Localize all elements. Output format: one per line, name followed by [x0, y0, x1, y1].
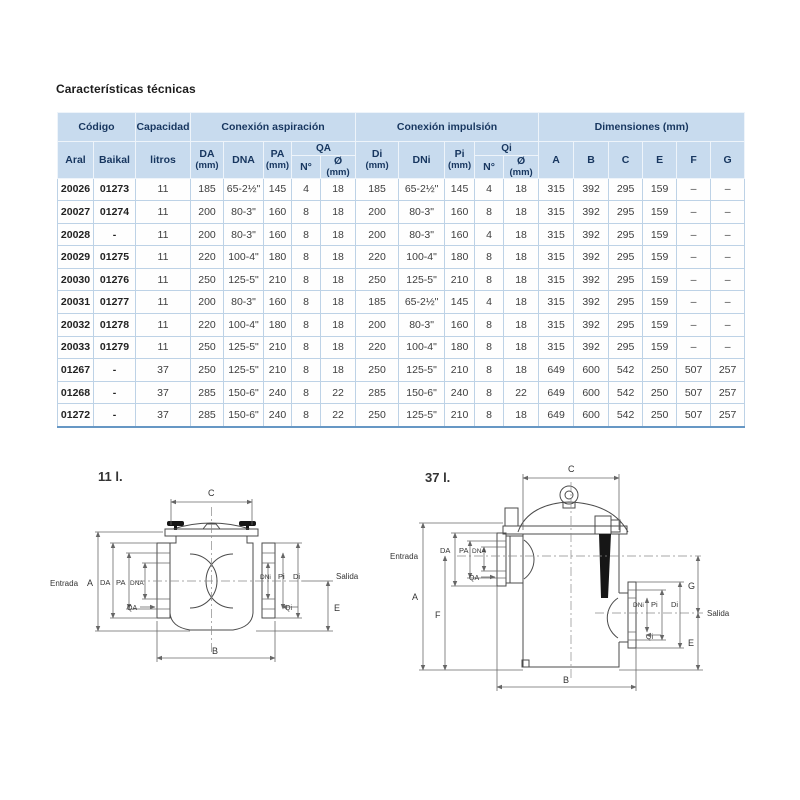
header-dna: DNA	[224, 142, 264, 179]
cell: 159	[643, 201, 677, 224]
cell: 295	[609, 223, 643, 246]
cell: 01272	[58, 404, 94, 427]
cell: 185	[356, 178, 399, 201]
header-qi-diam: Ø (mm)	[504, 156, 539, 179]
cell: 240	[445, 381, 475, 404]
header-qi: Qi	[475, 142, 539, 156]
cell: 210	[445, 404, 475, 427]
cell: 01273	[94, 178, 136, 201]
cell: 507	[677, 359, 711, 382]
cell: 8	[292, 404, 321, 427]
cell: 185	[356, 291, 399, 314]
cell: 542	[609, 359, 643, 382]
cell: 8	[475, 314, 504, 337]
cell: 649	[539, 359, 574, 382]
cell: 20030	[58, 268, 94, 291]
cell: 315	[539, 201, 574, 224]
cell: 8	[292, 246, 321, 269]
cell: 01276	[94, 268, 136, 291]
cell: 315	[539, 268, 574, 291]
dim-g-label: G	[688, 581, 696, 591]
cell: –	[711, 268, 745, 291]
cell: 392	[574, 246, 609, 269]
diagram-11l	[40, 455, 370, 690]
cell: 145	[445, 291, 475, 314]
cell: 295	[609, 178, 643, 201]
cell: 159	[643, 178, 677, 201]
cell: 80-3"	[399, 223, 445, 246]
cell: 180	[264, 314, 292, 337]
cell: 392	[574, 268, 609, 291]
cell: 125-5"	[399, 359, 445, 382]
dim-qi-label: Qi	[285, 605, 292, 612]
cell: –	[711, 314, 745, 337]
cell: 159	[643, 314, 677, 337]
cell: 8	[475, 246, 504, 269]
cell: 220	[356, 246, 399, 269]
table-row	[58, 223, 745, 246]
cell: 37	[136, 381, 191, 404]
cell: 600	[574, 359, 609, 382]
cell: 8	[292, 291, 321, 314]
cell: 250	[356, 404, 399, 427]
cell: 100-4"	[224, 246, 264, 269]
cell: 18	[321, 336, 356, 359]
cell: 200	[356, 314, 399, 337]
cell: 65-2½"	[224, 178, 264, 201]
cell: 20029	[58, 246, 94, 269]
cell: 18	[504, 359, 539, 382]
cell: 250	[191, 336, 224, 359]
cell: 315	[539, 178, 574, 201]
cell: 210	[445, 268, 475, 291]
cell: 220	[356, 336, 399, 359]
header-baikal: Baikal	[94, 142, 136, 179]
cell: 210	[264, 359, 292, 382]
header-conexion-aspiracion: Conexión aspiración	[191, 113, 356, 142]
dim-b-label: B	[212, 646, 219, 656]
cell: 8	[475, 336, 504, 359]
cell: 4	[475, 223, 504, 246]
dim-a-label: A	[87, 578, 94, 588]
dim-di-label: Di	[293, 572, 301, 581]
cell: -	[94, 404, 136, 427]
cell: 649	[539, 404, 574, 427]
cell: 01268	[58, 381, 94, 404]
cell: 01278	[94, 314, 136, 337]
cell: 125-5"	[224, 268, 264, 291]
cell: 100-4"	[399, 336, 445, 359]
cell: 180	[445, 336, 475, 359]
cell: 180	[445, 246, 475, 269]
filter-body-drawing-11l	[136, 507, 302, 655]
cell: 315	[539, 291, 574, 314]
dim-da-label: DA	[440, 546, 451, 555]
cell: 8	[475, 268, 504, 291]
header-dim-c: C	[609, 142, 643, 179]
cell: 4	[475, 178, 504, 201]
cell: 8	[292, 359, 321, 382]
cell: 18	[321, 178, 356, 201]
cell: 649	[539, 381, 574, 404]
header-dim-f: F	[677, 142, 711, 179]
cell: 250	[643, 359, 677, 382]
table-body	[58, 178, 745, 427]
dim-dni-label: DNi	[633, 602, 644, 609]
diagram-37l-title: 37 l.	[425, 470, 451, 485]
cell: 392	[574, 201, 609, 224]
cell: –	[711, 223, 745, 246]
cell: 160	[445, 223, 475, 246]
cell: 65-2½"	[399, 291, 445, 314]
cell: 295	[609, 201, 643, 224]
cell: 392	[574, 336, 609, 359]
cell: 18	[504, 246, 539, 269]
cell: 8	[292, 381, 321, 404]
cell: 185	[191, 178, 224, 201]
cell: –	[711, 336, 745, 359]
cell: 01274	[94, 201, 136, 224]
table-row	[58, 404, 745, 427]
cell: 285	[191, 404, 224, 427]
cell: 11	[136, 246, 191, 269]
cell: 220	[191, 246, 224, 269]
cell: 65-2½"	[399, 178, 445, 201]
cell: 160	[445, 201, 475, 224]
cell: 80-3"	[399, 314, 445, 337]
cell: 8	[475, 359, 504, 382]
cell: 159	[643, 268, 677, 291]
cell: -	[94, 359, 136, 382]
cell: 295	[609, 246, 643, 269]
cell: 125-5"	[399, 268, 445, 291]
table-row	[58, 291, 745, 314]
header-dim-g: G	[711, 142, 745, 179]
cell: 18	[504, 291, 539, 314]
cell: 507	[677, 404, 711, 427]
cell: 285	[191, 381, 224, 404]
cell: 392	[574, 223, 609, 246]
header-dim-e: E	[643, 142, 677, 179]
cell: 200	[356, 223, 399, 246]
header-pa: PA (mm)	[264, 142, 292, 179]
cell: 240	[264, 404, 292, 427]
header-conexion-impulsion: Conexión impulsión	[356, 113, 539, 142]
cell: 125-5"	[224, 336, 264, 359]
cell: 18	[321, 223, 356, 246]
entrada-label: Entrada	[390, 552, 419, 561]
cell: 600	[574, 381, 609, 404]
cell: 180	[264, 246, 292, 269]
cell: 8	[292, 314, 321, 337]
dim-qa-label: QA	[127, 605, 138, 612]
cell: –	[677, 201, 711, 224]
entrada-label: Entrada	[50, 579, 79, 588]
cell: –	[677, 178, 711, 201]
cell: 315	[539, 246, 574, 269]
cell: 392	[574, 314, 609, 337]
cell: 159	[643, 336, 677, 359]
table-row	[58, 359, 745, 382]
cell: 100-4"	[224, 314, 264, 337]
salida-label: Salida	[707, 609, 730, 618]
cell: 01279	[94, 336, 136, 359]
dim-pa-label: PA	[459, 546, 469, 555]
cell: 200	[191, 291, 224, 314]
cell: 295	[609, 314, 643, 337]
header-qa-diam: Ø (mm)	[321, 156, 356, 179]
cell: 18	[504, 223, 539, 246]
cell: 11	[136, 291, 191, 314]
cell: 80-3"	[224, 223, 264, 246]
cell: 22	[321, 404, 356, 427]
cell: 18	[321, 268, 356, 291]
header-di: Di (mm)	[356, 142, 399, 179]
cell: 507	[677, 381, 711, 404]
cell: –	[711, 178, 745, 201]
cell: 80-3"	[224, 291, 264, 314]
cell: 125-5"	[224, 359, 264, 382]
cell: 250	[643, 404, 677, 427]
dim-da-label: DA	[100, 578, 111, 587]
cell: 315	[539, 336, 574, 359]
page-title: Características técnicas	[56, 82, 196, 96]
table-row	[58, 336, 745, 359]
cell: 18	[504, 314, 539, 337]
cell: 01277	[94, 291, 136, 314]
cell: 392	[574, 178, 609, 201]
dim-dni-label: DNi	[260, 574, 271, 581]
cell: 11	[136, 201, 191, 224]
cell: 145	[445, 178, 475, 201]
cell: 01275	[94, 246, 136, 269]
header-litros: litros	[136, 142, 191, 179]
spec-table	[57, 112, 745, 428]
cell: 80-3"	[399, 201, 445, 224]
cell: 8	[475, 201, 504, 224]
cell: 145	[264, 178, 292, 201]
cell: –	[711, 246, 745, 269]
dim-a-label: A	[412, 592, 419, 602]
diagram-37l	[385, 450, 780, 750]
dim-dna-label: DNA	[472, 548, 486, 555]
cell: 150-6"	[224, 381, 264, 404]
cell: 542	[609, 381, 643, 404]
header-dim-b: B	[574, 142, 609, 179]
dim-qi-label: Qi	[646, 634, 653, 641]
cell: 11	[136, 178, 191, 201]
cell: 295	[609, 268, 643, 291]
cell: 315	[539, 314, 574, 337]
table-row	[58, 268, 745, 291]
header-dim-a: A	[539, 142, 574, 179]
cell: 20027	[58, 201, 94, 224]
dim-pa-label: PA	[116, 578, 126, 587]
dim-di-label: Di	[671, 600, 679, 609]
cell: 150-6"	[224, 404, 264, 427]
cell: 18	[504, 336, 539, 359]
cell: 20031	[58, 291, 94, 314]
cell: -	[94, 381, 136, 404]
dim-c-label: C	[208, 488, 215, 498]
header-capacidad: Capacidad	[136, 113, 191, 142]
cell: 20033	[58, 336, 94, 359]
header-qa: QA	[292, 142, 356, 156]
diagram-11l-title: 11 l.	[98, 469, 123, 484]
cell: –	[677, 246, 711, 269]
cell: 250	[643, 381, 677, 404]
cell: 37	[136, 404, 191, 427]
cell: 11	[136, 314, 191, 337]
cell: 160	[264, 223, 292, 246]
cell: 200	[356, 201, 399, 224]
cell: 20026	[58, 178, 94, 201]
cell: 240	[264, 381, 292, 404]
cell: 8	[475, 381, 504, 404]
header-codigo: Código	[58, 113, 136, 142]
cell: 295	[609, 291, 643, 314]
cell: 160	[264, 291, 292, 314]
cell: 200	[191, 223, 224, 246]
cell: 160	[264, 201, 292, 224]
cell: 200	[191, 201, 224, 224]
cell: 20028	[58, 223, 94, 246]
cell: –	[677, 336, 711, 359]
cell: 100-4"	[399, 246, 445, 269]
cell: 250	[356, 359, 399, 382]
cell: -	[94, 223, 136, 246]
cell: 80-3"	[224, 201, 264, 224]
dim-pi-label: Pi	[278, 572, 285, 581]
cell: 210	[445, 359, 475, 382]
cell: 220	[191, 314, 224, 337]
cell: 8	[292, 268, 321, 291]
cell: 11	[136, 223, 191, 246]
cell: 18	[504, 178, 539, 201]
cell: 159	[643, 291, 677, 314]
header-qi-num: N°	[475, 156, 504, 179]
dim-f-label: F	[435, 610, 441, 620]
cell: 18	[504, 201, 539, 224]
cell: 159	[643, 223, 677, 246]
cell: 18	[321, 291, 356, 314]
cell: 18	[321, 246, 356, 269]
dimension-lines-37l	[390, 464, 730, 691]
dim-dna-label: DNA	[130, 580, 144, 587]
cell: –	[711, 201, 745, 224]
cell: 22	[504, 381, 539, 404]
cell: 4	[475, 291, 504, 314]
cell: 8	[292, 201, 321, 224]
dim-e-label: E	[688, 638, 695, 648]
cell: 4	[292, 178, 321, 201]
table-row	[58, 246, 745, 269]
header-aral: Aral	[58, 142, 94, 179]
cell: 295	[609, 336, 643, 359]
cell: 18	[504, 268, 539, 291]
dim-c-label: C	[568, 464, 575, 474]
cell: –	[677, 314, 711, 337]
salida-label: Salida	[336, 572, 359, 581]
cell: 150-6"	[399, 381, 445, 404]
cell: 01267	[58, 359, 94, 382]
cell: –	[677, 268, 711, 291]
cell: 18	[321, 314, 356, 337]
cell: 257	[711, 381, 745, 404]
header-qa-num: N°	[292, 156, 321, 179]
table-row	[58, 381, 745, 404]
cell: 210	[264, 336, 292, 359]
header-dimensiones: Dimensiones (mm)	[539, 113, 745, 142]
cell: 250	[191, 359, 224, 382]
cell: 18	[321, 201, 356, 224]
cell: 315	[539, 223, 574, 246]
cell: 11	[136, 268, 191, 291]
cell: 22	[321, 381, 356, 404]
dim-qa-label: QA	[469, 575, 480, 582]
table-row	[58, 178, 745, 201]
cell: 257	[711, 359, 745, 382]
dim-b-label: B	[563, 675, 570, 685]
dim-e-label: E	[334, 603, 341, 613]
cell: 8	[292, 336, 321, 359]
table-row	[58, 201, 745, 224]
cell: 11	[136, 336, 191, 359]
cell: 250	[356, 268, 399, 291]
cell: 159	[643, 246, 677, 269]
cell: 125-5"	[399, 404, 445, 427]
cell: 542	[609, 404, 643, 427]
cell: 600	[574, 404, 609, 427]
cell: –	[677, 291, 711, 314]
dimension-lines-11l	[50, 488, 359, 662]
cell: 257	[711, 404, 745, 427]
header-pi: Pi (mm)	[445, 142, 475, 179]
cell: 18	[504, 404, 539, 427]
cell: 8	[475, 404, 504, 427]
header-dni: DNi	[399, 142, 445, 179]
table-row	[58, 314, 745, 337]
cell: 18	[321, 359, 356, 382]
cell: 37	[136, 359, 191, 382]
cell: –	[677, 223, 711, 246]
cell: 8	[292, 223, 321, 246]
cell: 20032	[58, 314, 94, 337]
cell: 250	[191, 268, 224, 291]
cell: 160	[445, 314, 475, 337]
filter-body-drawing-37l	[457, 482, 703, 678]
cell: –	[711, 291, 745, 314]
dim-pi-label: Pi	[651, 600, 658, 609]
cell: 210	[264, 268, 292, 291]
header-da: DA (mm)	[191, 142, 224, 179]
cell: 392	[574, 291, 609, 314]
cell: 285	[356, 381, 399, 404]
